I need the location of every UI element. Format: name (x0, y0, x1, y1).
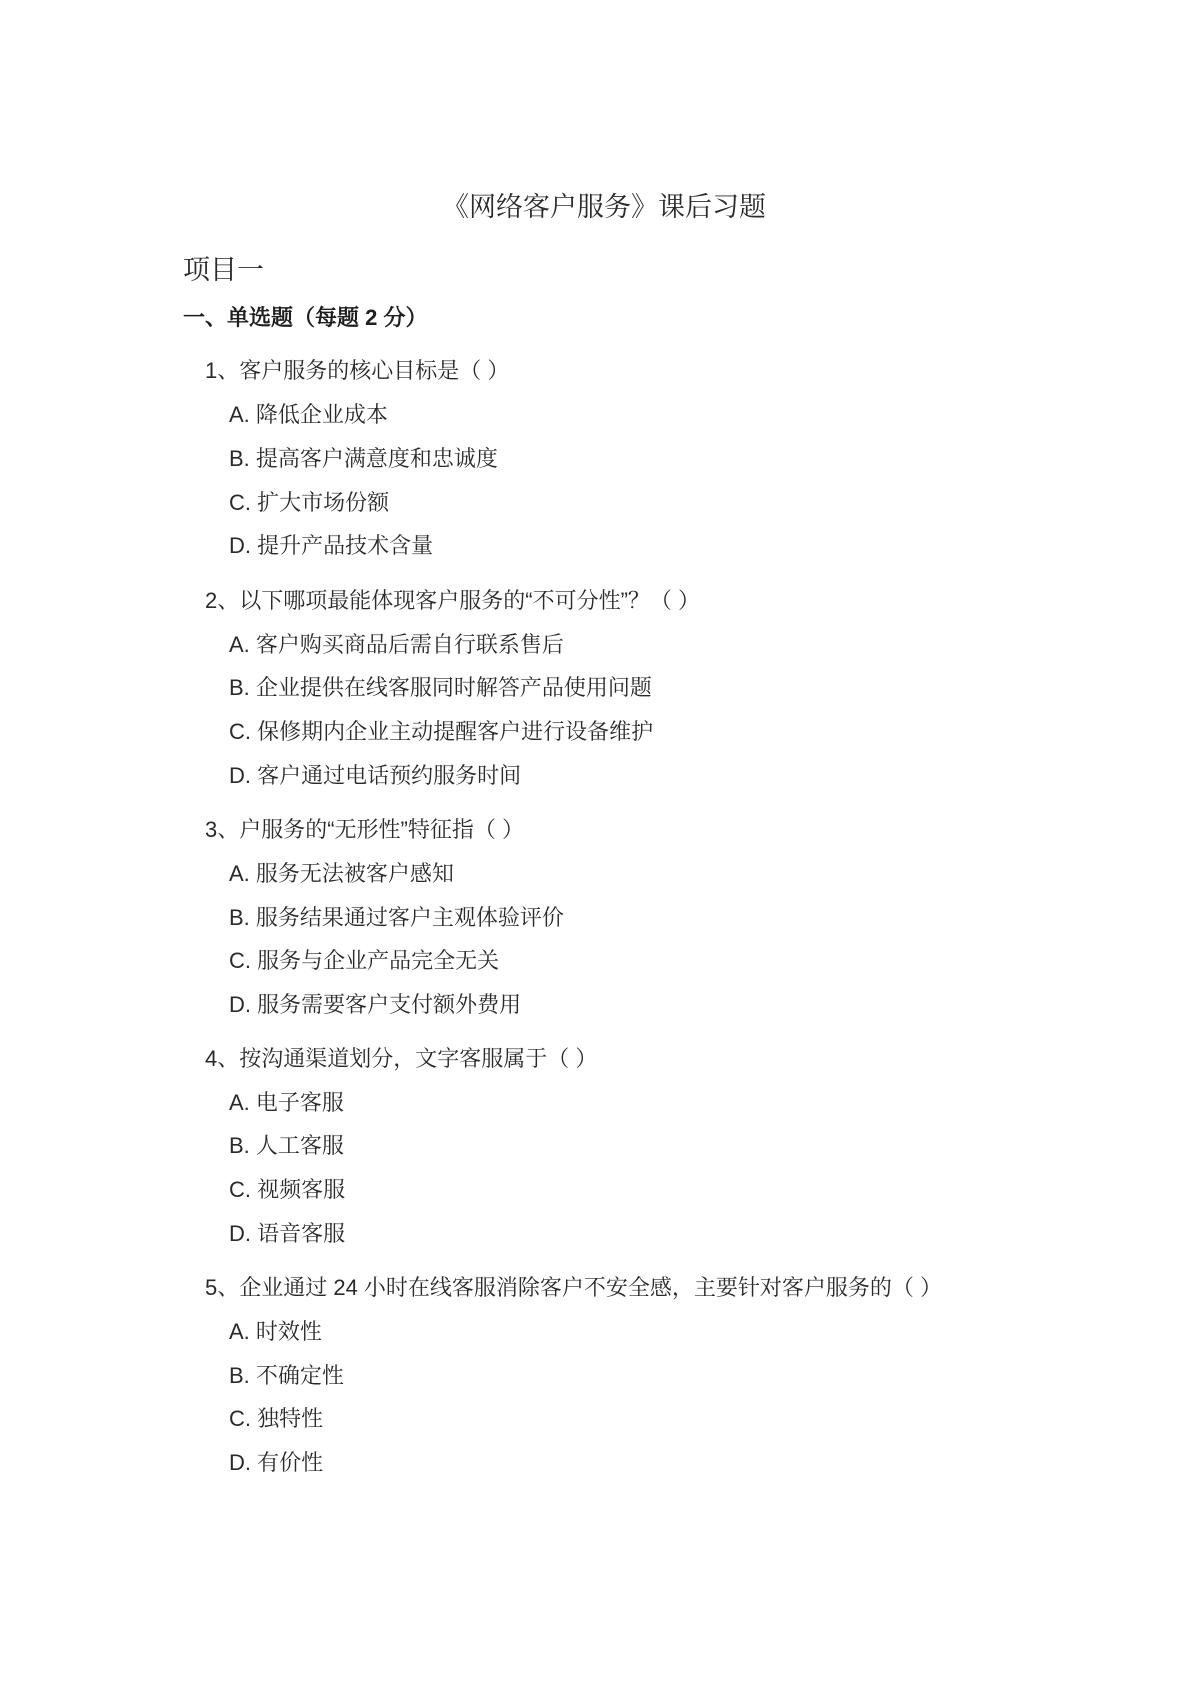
question-stem: 4、按沟通渠道划分，文字客服属于（ ） (205, 1046, 598, 1071)
option-b: B. 服务结果通过客户主观体验评价 (229, 905, 564, 930)
project-heading: 项目一 (183, 255, 264, 285)
doc-title: 《网络客户服务》课后习题 (442, 192, 766, 222)
option-c: C. 视频客服 (229, 1177, 346, 1202)
option-b: B. 人工客服 (229, 1133, 344, 1158)
option-d: D. 客户通过电话预约服务时间 (229, 763, 522, 788)
option-d: D. 有价性 (229, 1450, 324, 1475)
option-b: B. 提高客户满意度和忠诚度 (229, 446, 498, 471)
section-heading: 一、单选题（每题 2 分） (183, 305, 428, 330)
option-a: A. 降低企业成本 (229, 402, 388, 427)
option-b: B. 企业提供在线客服同时解答产品使用问题 (229, 675, 652, 700)
option-a: A. 时效性 (229, 1319, 322, 1344)
option-a: A. 客户购买商品后需自行联系售后 (229, 632, 564, 657)
option-d: D. 语音客服 (229, 1221, 346, 1246)
question-stem: 2、以下哪项最能体现客户服务的“不可分性”？（ ） (205, 588, 701, 613)
option-b: B. 不确定性 (229, 1363, 344, 1388)
option-a: A. 服务无法被客户感知 (229, 861, 454, 886)
option-c: C. 服务与企业产品完全无关 (229, 948, 500, 973)
option-d: D. 提升产品技术含量 (229, 533, 434, 558)
question-stem: 5、企业通过 24 小时在线客服消除客户不安全感，主要针对客户服务的（ ） (205, 1275, 943, 1300)
option-c: C. 保修期内企业主动提醒客户进行设备维护 (229, 719, 654, 744)
option-c: C. 独特性 (229, 1406, 324, 1431)
option-a: A. 电子客服 (229, 1090, 344, 1115)
option-c: C. 扩大市场份额 (229, 490, 390, 515)
option-d: D. 服务需要客户支付额外费用 (229, 992, 522, 1017)
question-stem: 3、户服务的“无形性”特征指（ ） (205, 817, 525, 842)
question-stem: 1、客户服务的核心目标是（ ） (205, 358, 510, 383)
